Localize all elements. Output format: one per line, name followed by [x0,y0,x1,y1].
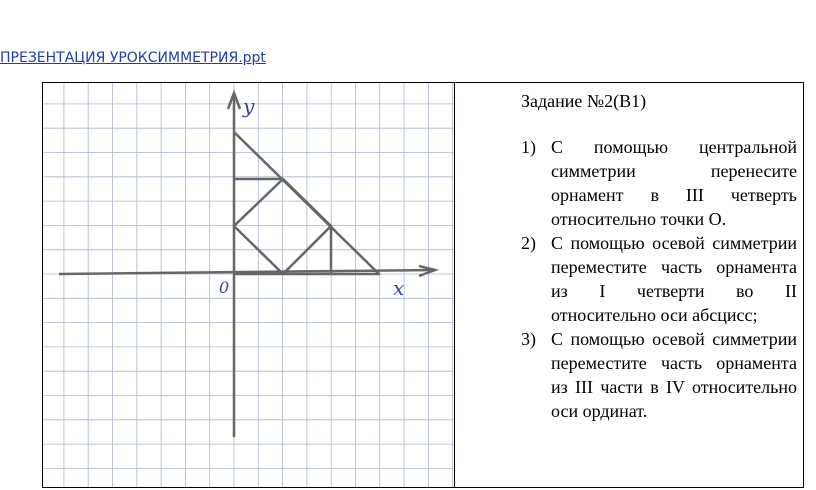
task-table [42,82,804,488]
task-item-number: 1) [521,137,536,157]
task-list [521,135,797,423]
task-item-number: 2) [521,233,536,253]
x-axis-label: x [393,276,405,300]
task-item [521,231,797,327]
task-item-text: С помощью осевой симметрии переместите часть орнамента из III части в IV относительно оси ординат. [551,329,797,421]
origin-label: 0 [219,278,230,297]
y-axis-label: y [243,94,255,118]
task-item [521,327,797,423]
task-item-number: 3) [521,329,536,349]
task-item-text: С помощью центральной симметрии перенесите орнамент в III четверть относительно точки О. [551,137,797,229]
figure-cell [43,83,455,487]
task-item [521,135,797,231]
task-item-text: С помощью осевой симметрии переместите часть орнамента из I четверти во II относительно оси абсцисс; [551,233,797,325]
task-cell [521,89,797,423]
coordinate-plane-figure [43,83,455,487]
task-title: Задание №2(В1) [521,91,647,111]
file-link[interactable]: ПРЕЗЕНТАЦИЯ УРОКСИММЕТРИЯ.ppt [0,50,266,66]
